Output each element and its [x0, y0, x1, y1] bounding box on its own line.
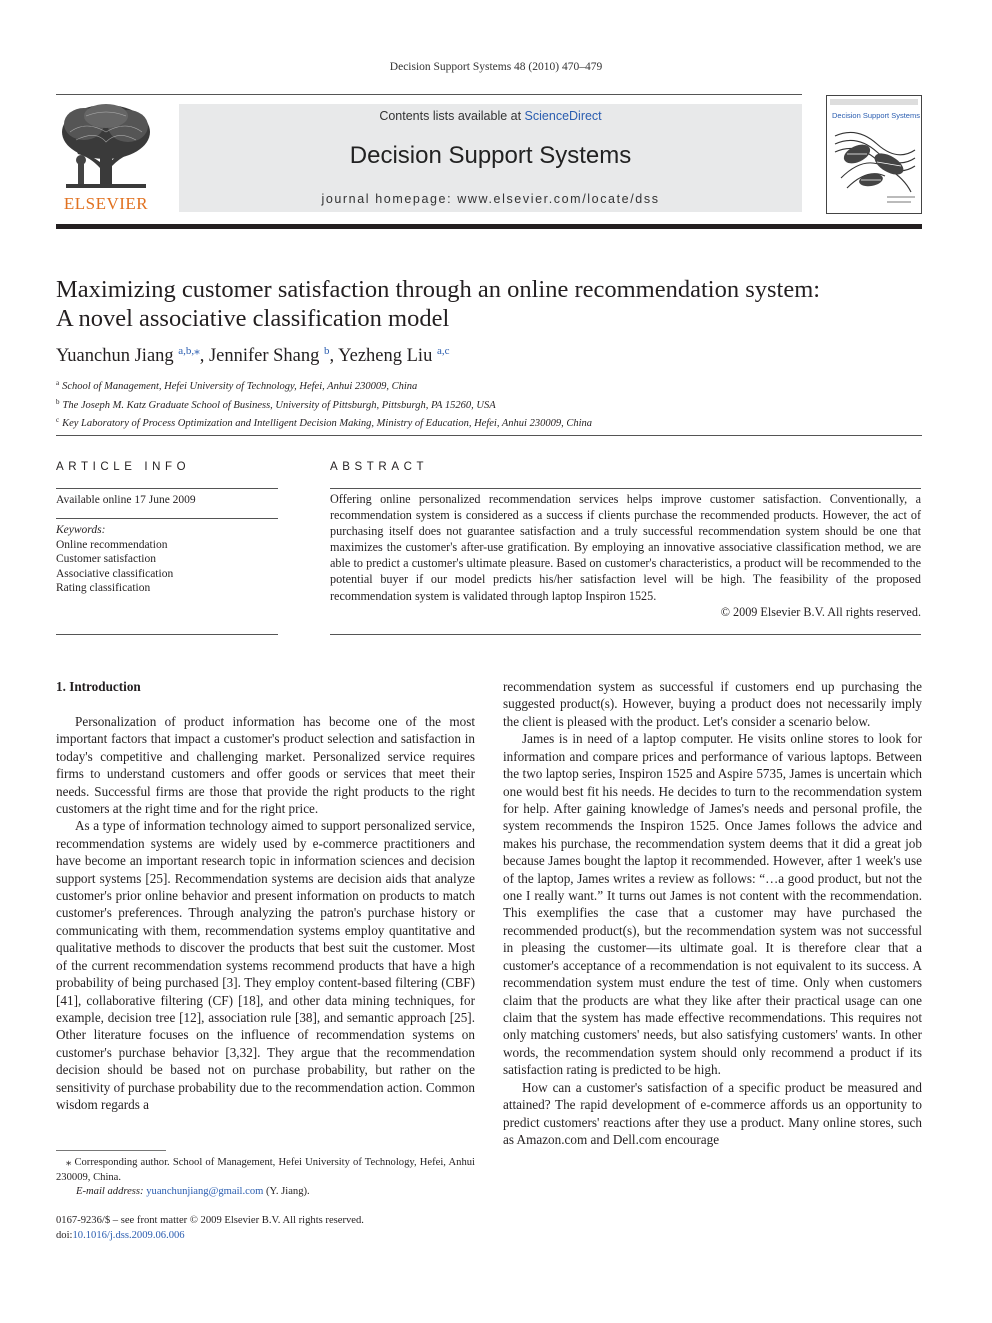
sciencedirect-link[interactable]: ScienceDirect — [524, 109, 602, 123]
author-name: Yezheng Liu — [338, 346, 433, 366]
keyword: Customer satisfaction — [56, 553, 156, 566]
affiliation-key: c — [56, 416, 60, 425]
footnote-rule — [56, 1150, 166, 1151]
affiliation-item — [56, 395, 592, 414]
affiliation-text: The Joseph M. Katz Graduate School of Business, University of Pittsburgh, Pittsburgh, PA 15260, USA — [62, 399, 496, 411]
body-paragraph: How can a customer's satisfaction of a specific product be measured and attained? The rapid development of e-commerce affords us an opportunity to predict customers' reactions after they use a product. Many online stores, such as Amazon.com and Dell.com encourage — [503, 1079, 922, 1147]
affiliation-item — [56, 413, 592, 432]
author-separator: , — [329, 346, 339, 366]
author-affil-marks[interactable]: a,b, — [178, 345, 195, 357]
affiliation-item — [56, 376, 592, 395]
journal-title: Decision Support Systems — [349, 142, 632, 169]
issn-line: 0167-9236/$ – see front matter © 2009 Elsevier B.V. All rights reserved. — [56, 1215, 364, 1226]
header-rule — [56, 94, 802, 95]
abstract-rule — [330, 634, 921, 635]
author-list — [56, 344, 449, 367]
abstract-text — [330, 491, 921, 620]
email-link[interactable]: yuanchunjiang@gmail.com — [146, 1186, 264, 1198]
footnotes — [56, 1156, 475, 1200]
section-heading: 1. Introduction — [56, 679, 141, 694]
cover-image — [827, 96, 921, 213]
keywords-label: Keywords: — [56, 524, 106, 536]
contents-line — [179, 109, 802, 123]
body-paragraph: James is in need of a laptop computer. He visits online stores to look for information and compare prices and performance of various laptops. Between the two laptop series, Inspiron 1525 and Aspire 5735, James is uncertain which one would best fit his needs. He decides to turn to the recommendation system for help. After gaining knowledge of James's needs and personal profile, the system recommends the Inspiron 1525. Once James follows the advice and makes his purchase, the recommendation system deems that it did a great job because James bought the laptop it recommended. However, after 1 week's use of the laptop, James writes a review as follows: “…a good product, but not the one I really want.” It turns out James is not content with the recommendation. This exemplifies the case that a customer may have purchased the recommended product(s), but the recommendation system was not successful in pleasing the customer—its ultimate goal. It is therefore clear that a customer's acceptance of a recommendation is not equivalent to its success. A recommendation system must endure the test of time. Only when customers claim that the products are what they like after their practical usage can one claim that the system has made effective recommendations. This requires not only matching customers' needs, but also satisfying customers' wants. In other words, the recommendation system should only recommend a product if its satisfaction rating is predicted to be high. — [503, 731, 922, 1078]
email-label: E-mail address: — [76, 1186, 147, 1198]
author-affil-marks[interactable]: b — [324, 345, 330, 357]
article-info-rule — [56, 488, 278, 489]
abstract-body: Offering online personalized recommendation services helps improve customer satisfaction. Conventionally, a recommendation system is considered as a success if clients purchase the recommended products. However, the act of purchasing itself does not guarantee satisfaction and a truly successful recommendation system should be one that maximizes the customer's after-use gratification. By employing an innovative associative classification method, we are able to predict a customer's ultimate pleasure. Based on customer's characteristics, a product will be recommended to the potential buyer if our model predicts his/her satisfaction level will be high. The feasibility of the proposed recommendation system is validated through laptop Inspiron 1525. — [330, 492, 921, 603]
journal-citation: Decision Support Systems 48 (2010) 470–479 — [389, 61, 603, 73]
author-affil-marks[interactable]: a,c — [436, 345, 450, 357]
corresponding-author-mark[interactable]: ⁎ — [194, 345, 200, 357]
doi-prefix: doi: — [56, 1230, 73, 1241]
corresponding-author-note: ⁎ Corresponding author. School of Management, Hefei University of Technology, Hefei, Anhui 230009, China. — [56, 1157, 475, 1183]
article-info-rule — [56, 634, 278, 635]
keyword: Associative classification — [56, 567, 174, 580]
body-column-right — [503, 678, 922, 1148]
affiliation-text: School of Management, Hefei University of Technology, Hefei, Anhui 230009, China — [62, 381, 418, 392]
body-paragraph: Personalization of product information has become one of the most important factors that impact a customer's product selection and satisfaction in today's competitive and challenging market. Personalized service requires firms to understand customers and offer goods or services that meet their needs. Successful firms are those that provide the right products to the right customers at the right time and for the right price. — [56, 713, 475, 816]
abstract-rule — [330, 488, 921, 489]
journal-banner — [179, 104, 802, 212]
title-line-2: A novel associative classification model — [56, 305, 450, 332]
elsevier-wordmark: ELSEVIER — [63, 194, 149, 213]
article-info-label: ARTICLE INFO — [56, 461, 191, 473]
author-name: Yuanchun Jiang — [56, 346, 174, 366]
keywords-block — [56, 523, 173, 596]
tree-icon — [56, 102, 156, 194]
journal-cover-thumbnail[interactable] — [826, 95, 922, 214]
keyword: Online recommendation — [56, 538, 168, 551]
doi-link[interactable]: 10.1016/j.dss.2009.06.006 — [72, 1230, 185, 1241]
author-name: Jennifer Shang — [208, 346, 320, 366]
abstract-label: ABSTRACT — [330, 461, 429, 473]
front-matter — [56, 1213, 364, 1243]
body-column-left — [56, 678, 475, 1114]
abstract-copyright: © 2009 Elsevier B.V. All rights reserved. — [720, 604, 921, 619]
email-suffix: (Y. Jiang). — [263, 1186, 310, 1198]
elsevier-logo[interactable] — [56, 102, 156, 214]
email-line — [56, 1185, 475, 1200]
affiliation-key: b — [56, 397, 60, 406]
header-rule-thick — [56, 224, 922, 229]
journal-homepage[interactable]: journal homepage: www.elsevier.com/locate/dss — [321, 192, 660, 206]
body-paragraph: As a type of information technology aimed to support personalized service, recommendation systems are widely used by e-commerce practitioners and have become an important research topic in information sciences and decision support systems [25]. Recommendation systems are decision aids that analyze customer's prior online behavior and present information on products to match customer's preferences. Through analyzing the patron's purchase history or communicating with them, recommendation systems employ quantitative and qualitative methods to discover the products that best suit the customer. Most of the current recommendation systems recommend products that have a high probability of being purchased [3]. They employ content-based filtering (CBF) [41], collaborative filtering (CF) [18], and other data mining techniques, for example, decision tree [12], association rule [38], and semantic approach [25]. Other literature focuses on the influence of recommendation systems on customer's purchase behavior [3,32]. They argue that the recommendation decision should be based not on purchase probability, but rather on the sensitivity of purchase probability due to the recommendation action. Common wisdom regards a — [56, 818, 475, 1113]
contents-prefix: Contents lists available at — [379, 109, 525, 123]
article-info-rule — [56, 518, 278, 519]
body-paragraph: recommendation system as successful if customers end up purchasing the suggested product(s). However, buying a product does not necessarily imply the client is pleased with the product. Let's consider a scenario below. — [503, 679, 922, 729]
keyword: Rating classification — [56, 582, 151, 595]
title-line-1: Maximizing customer satisfaction through an online recommendation system: — [56, 276, 821, 303]
author-separator: , — [199, 346, 209, 366]
available-online: Available online 17 June 2009 — [56, 494, 196, 506]
title-divider — [56, 435, 922, 436]
affiliation-list — [56, 376, 592, 432]
paper-title — [56, 275, 922, 333]
affiliation-text: Key Laboratory of Process Optimization and Intelligent Decision Making, Ministry of Education, Hefei, Anhui 230009, China — [62, 418, 593, 430]
cover-title: Decision Support Systems — [832, 111, 920, 120]
doi-line — [56, 1228, 364, 1243]
affiliation-key: a — [56, 379, 60, 387]
